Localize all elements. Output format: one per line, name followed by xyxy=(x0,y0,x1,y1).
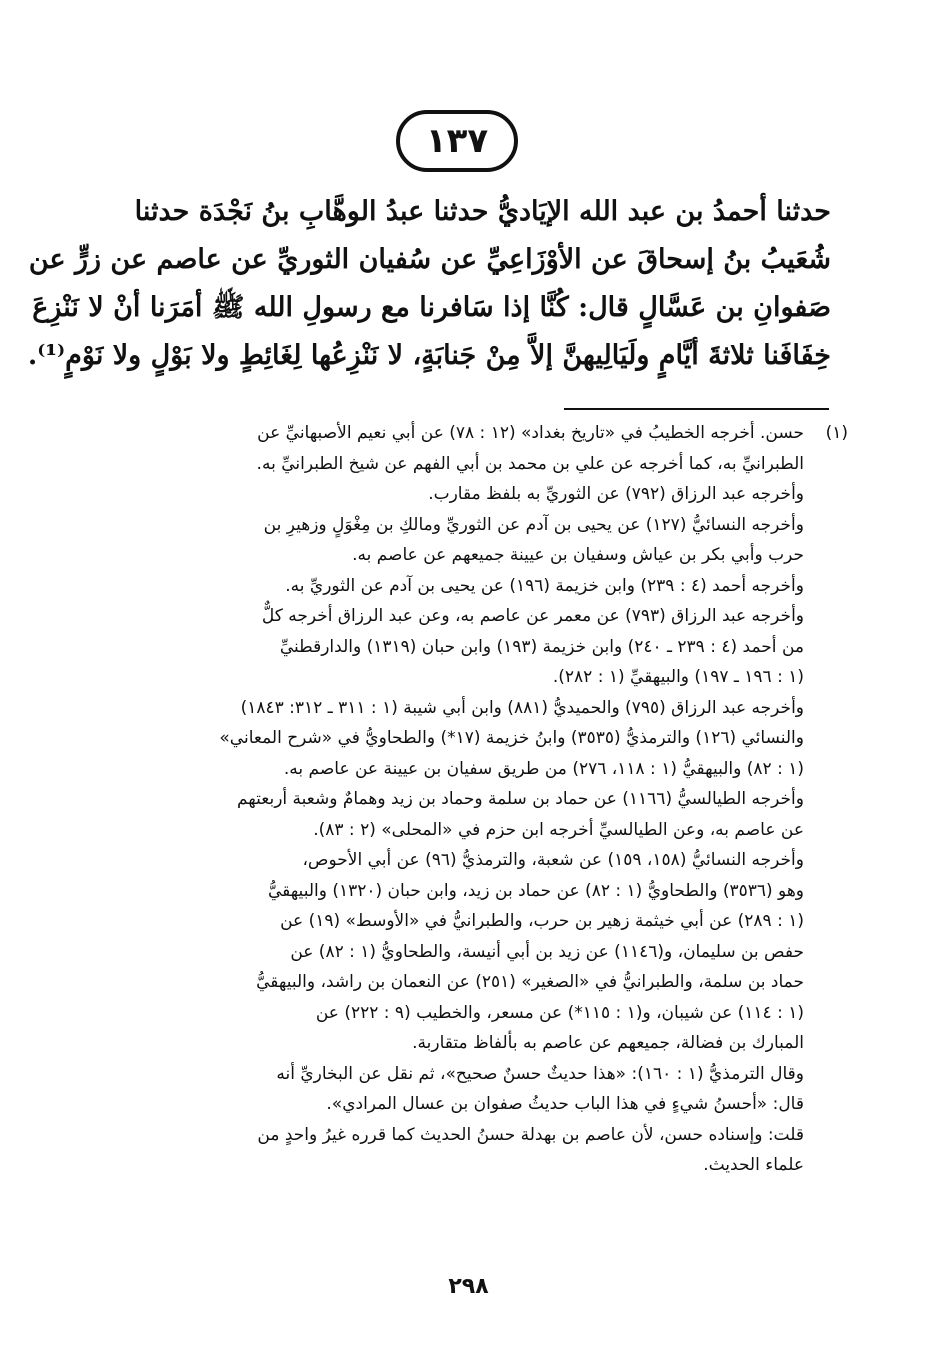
footnote-line: قال: «أحسنُ شيءٍ في هذا الباب حديثُ صفوان بن عسال المرادي». xyxy=(326,1094,804,1114)
footnote-body xyxy=(78,418,808,1181)
footnote-line: (١ : ١١٤) عن شيبان، و(١ : ١١٥*) عن مسعر، والخطيب (٩ : ٢٢٢) عن xyxy=(315,1002,804,1023)
hadith-text xyxy=(27,188,831,380)
footnote-line: وأخرجه النسائيُّ (١٥٨، ١٥٩) عن شعبة، والترمذيُّ (٩٦) عن أبي الأحوص، xyxy=(302,850,804,870)
footnote-line: قلت: وإسناده حسن، لأن عاصم بن بهدلة حسنُ الحديث كما قرره غيرُ واحدٍ من xyxy=(257,1124,804,1145)
footnote xyxy=(78,418,848,1181)
hadith-text-line: شُعَيبُ بنُ إسحاقَ عن الأوْزَاعِيِّ عن سُفيان الثوريِّ عن عاصم عن زرٍّ عن xyxy=(28,244,831,275)
footnote-line: (١ : ١٩٦ ـ ١٩٧) والبيهقيِّ (١ : ٢٨٢). xyxy=(552,667,804,687)
footnote-marker: (١) xyxy=(825,423,848,443)
footnote-line: الطبرانيِّ به، كما أخرجه عن علي بن محمد بن أبي الفهم عن شيخ الطبرانيِّ به. xyxy=(256,453,804,474)
footnote-line: وأخرجه عبد الرزاق (٧٩٣) عن معمر عن عاصم به، وعن عبد الرزاق أخرجه كلٌّ xyxy=(261,606,804,626)
hadith-number-badge xyxy=(396,110,518,172)
page-number: ٢٩٨ xyxy=(448,1274,489,1299)
footnote-line: حسن. أخرجه الخطيبُ في «تاريخ بغداد» (١٢ : ٧٨) عن أبي نعيم الأصبهانيِّ عن xyxy=(257,423,804,443)
footnote-line: وأخرجه النسائيُّ (١٢٧) عن يحيى بن آدم عن الثوريِّ ومالكِ بن مِغْوَلٍ وزهيرِ بن xyxy=(263,514,804,535)
hadith-number: ١٣٧ xyxy=(425,121,489,161)
footnote-line: وأخرجه عبد الرزاق (٧٩٥) والحميديُّ (٨٨١) وابن أبي شيبة (١ : ٣١١ ـ ٣١٢: ١٨٤٣) xyxy=(240,697,804,718)
footnote-line: وأخرجه عبد الرزاق (٧٩٢) عن الثوريِّ به بلفظ مقارب. xyxy=(428,484,804,504)
footnote-line: (١ : ٨٢) والبيهقيُّ (١ : ١١٨، ٢٧٦) من طريق سفيان بن عيينة عن عاصم به. xyxy=(283,758,804,779)
footnote-separator xyxy=(564,408,829,410)
hadith-text-line: حدثنا أحمدُ بن عبد الله الإيَاديُّ حدثنا عبدُ الوهَّابِ بنُ نَجْدَة حدثنا xyxy=(134,196,831,227)
footnotes xyxy=(78,418,848,1181)
footnote-line: (١ : ٢٨٩) عن أبي خيثمة زهير بن حرب، والطبرانيُّ في «الأوسط» (١٩) عن xyxy=(280,911,804,931)
hadith-text-line: صَفوانِ بن عَسَّالٍ قال: كُنَّا إذا سَافرنا مع رسولِ الله ﷺ أمَرَنا أنْ لا نَنْزِعَ xyxy=(32,292,831,323)
footnote-line: وهو (٣٥٣٦) والطحاويُّ (١ : ٨٢) عن حماد بن زيد، وابن حبان (١٣٢٠) والبيهقيُّ xyxy=(267,880,804,901)
footnote-line: وأخرجه أحمد (٤ : ٢٣٩) وابن خزيمة (١٩٦) عن يحيى بن آدم عن الثوريِّ به. xyxy=(285,575,804,596)
footnote-line: من أحمد (٤ : ٢٣٩ ـ ٢٤٠) وابن خزيمة (١٩٣) وابن حبان (١٣١٩) والدارقطنيِّ xyxy=(279,636,804,657)
footnote-line: وقال الترمذيُّ (١ : ١٦٠): «هذا حديثٌ حسنٌ صحيح»، ثم نقل عن البخاريِّ أنه xyxy=(276,1063,804,1084)
footnote-line: علماء الحديث. xyxy=(703,1155,804,1175)
footnote-line: حفص بن سليمان، و(١١٤٦) عن زيد بن أبي أنيسة، والطحاويُّ (١ : ٨٢) عن xyxy=(290,941,804,962)
footnote-line: عن عاصم به، وعن الطيالسيِّ أخرجه ابن حزم في «المحلى» (٢ : ٨٣). xyxy=(313,819,804,840)
footnote-line: وأخرجه الطيالسيُّ (١١٦٦) عن حماد بن سلمة وحماد بن زيد وهمامٌ وشعبة أربعتهم xyxy=(236,789,804,809)
footnote-line: حماد بن سلمة، والطبرانيُّ في «الصغير» (٢٥١) عن النعمان بن راشد، والبيهقيُّ xyxy=(256,972,804,992)
footnote-line: حرب وأبي بكر بن عياش وسفيان بن عيينة جميعهم عن عاصم به. xyxy=(352,545,804,565)
footnote-line: المبارك بن فضالة، جميعهم عن عاصم به بألفاظ متقاربة. xyxy=(412,1033,804,1053)
footnote-line: والنسائي (١٢٦) والترمذيُّ (٣٥٣٥) وابنُ خزيمة (١٧*) والطحاويُّ في «شرح المعاني» xyxy=(219,728,804,748)
hadith-text-line: خِفَافَنا ثلاثةَ أيَّامٍ ولَيَالِيهنَّ إلاَّ مِنْ جَنابَةٍ، لا نَنْزِعُها لِغَائِطٍ ولا بَوْلٍ ولا نَوْمٍ⁽¹⁾. xyxy=(27,340,831,371)
